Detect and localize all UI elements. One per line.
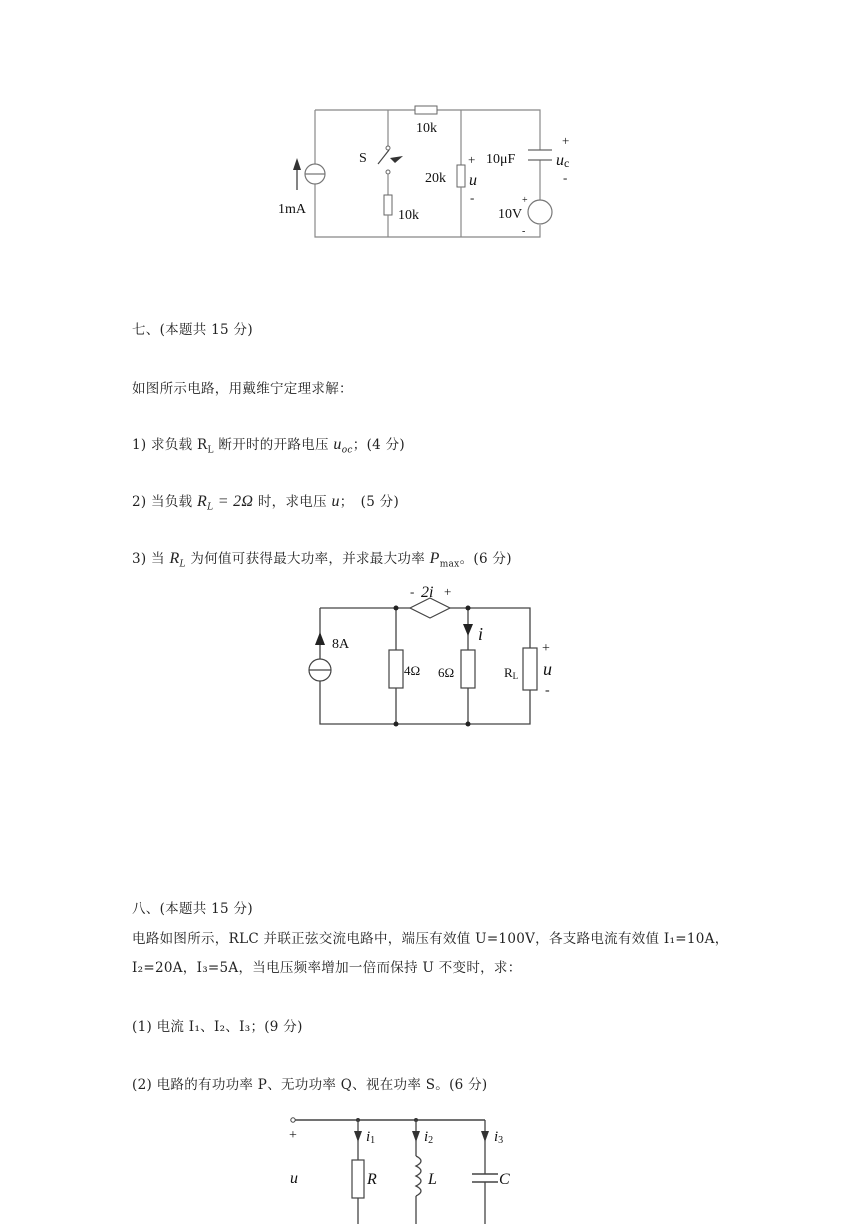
label-u-plus-2: + (542, 641, 550, 656)
label-c3-u: u (290, 1170, 298, 1187)
q7-intro: 如图所示电路，用戴维宁定理求解： (132, 381, 353, 397)
label-r-bot: 10k (398, 208, 419, 223)
i2-arrow (412, 1131, 420, 1142)
label-rl: RL (504, 665, 519, 681)
label-i3: i3 (494, 1129, 504, 1146)
label-6ohm: 6Ω (438, 665, 455, 680)
label-4ohm: 4Ω (404, 663, 421, 678)
label-r: R (367, 1171, 377, 1188)
label-uc-plus: + (562, 133, 570, 148)
inductor-coil (416, 1156, 421, 1196)
q7-item-3: 3) 当 $R_L$ 为何值可获得最大功率，并求最大功率 $P_{max}$。(6 分) (132, 550, 512, 570)
q8-paragraph-2: I₂=20A，I₃=5A，当电压频率增加一倍而保持 U 不变时，求： (132, 960, 522, 976)
label-uc: uc (556, 152, 570, 170)
label-dep-plus: + (444, 584, 452, 599)
label-cap: 10μF (486, 152, 516, 167)
label-source-i: 1mA (278, 202, 306, 217)
label-vs-minus: - (522, 226, 526, 237)
label-c: C (499, 1171, 510, 1188)
q8-item-2: (2) 电路的有功功率 P、无功功率 Q、视在功率 S。(6 分) (132, 1077, 488, 1093)
label-source-8a: 8A (332, 637, 350, 652)
label-dep-minus: - (410, 584, 415, 599)
label-c3-plus: + (289, 1128, 297, 1143)
q7-heading: 七、(本题共 15 分) (132, 322, 253, 338)
label-u: u (469, 172, 477, 189)
q7-item-1: 1) 求负载 $R_L$ 断开时的开路电压 $u_{oc}$；(4 分) (132, 436, 405, 456)
label-i2: i2 (424, 1129, 434, 1146)
label-source-v: 10V (498, 207, 523, 222)
i3-arrow (481, 1131, 489, 1142)
label-uc-minus: - (563, 170, 568, 185)
q8-paragraph-1: 电路如图所示，RLC 并联正弦交流电路中，端压有效值 U=100V，各支路电流有效值 I₁=10A， (132, 931, 729, 947)
label-l: L (428, 1171, 437, 1188)
label-vs-plus: + (522, 195, 528, 206)
label-u-minus: - (470, 190, 475, 205)
i1-arrow (354, 1131, 362, 1142)
label-u-plus: + (468, 152, 476, 167)
label-i1: i1 (366, 1129, 376, 1146)
label-switch: S (359, 151, 367, 166)
label-i: i (478, 624, 484, 644)
q8-heading: 八、(本题共 15 分) (132, 901, 253, 917)
resistor-r (352, 1160, 364, 1198)
q8-item-1: (1) 电流 I₁、I₂、I₃；(9 分) (132, 1019, 303, 1035)
label-u-minus-2: - (545, 683, 550, 698)
label-u-2: u (543, 659, 552, 679)
label-r-top: 10k (416, 121, 437, 136)
label-dep: 2i (421, 584, 434, 601)
label-r-mid: 20k (425, 171, 446, 186)
q7-item-2: 2) 当负载 $R_L = 2\Omega$ 时，求电压 u； (5 分) (132, 493, 400, 513)
